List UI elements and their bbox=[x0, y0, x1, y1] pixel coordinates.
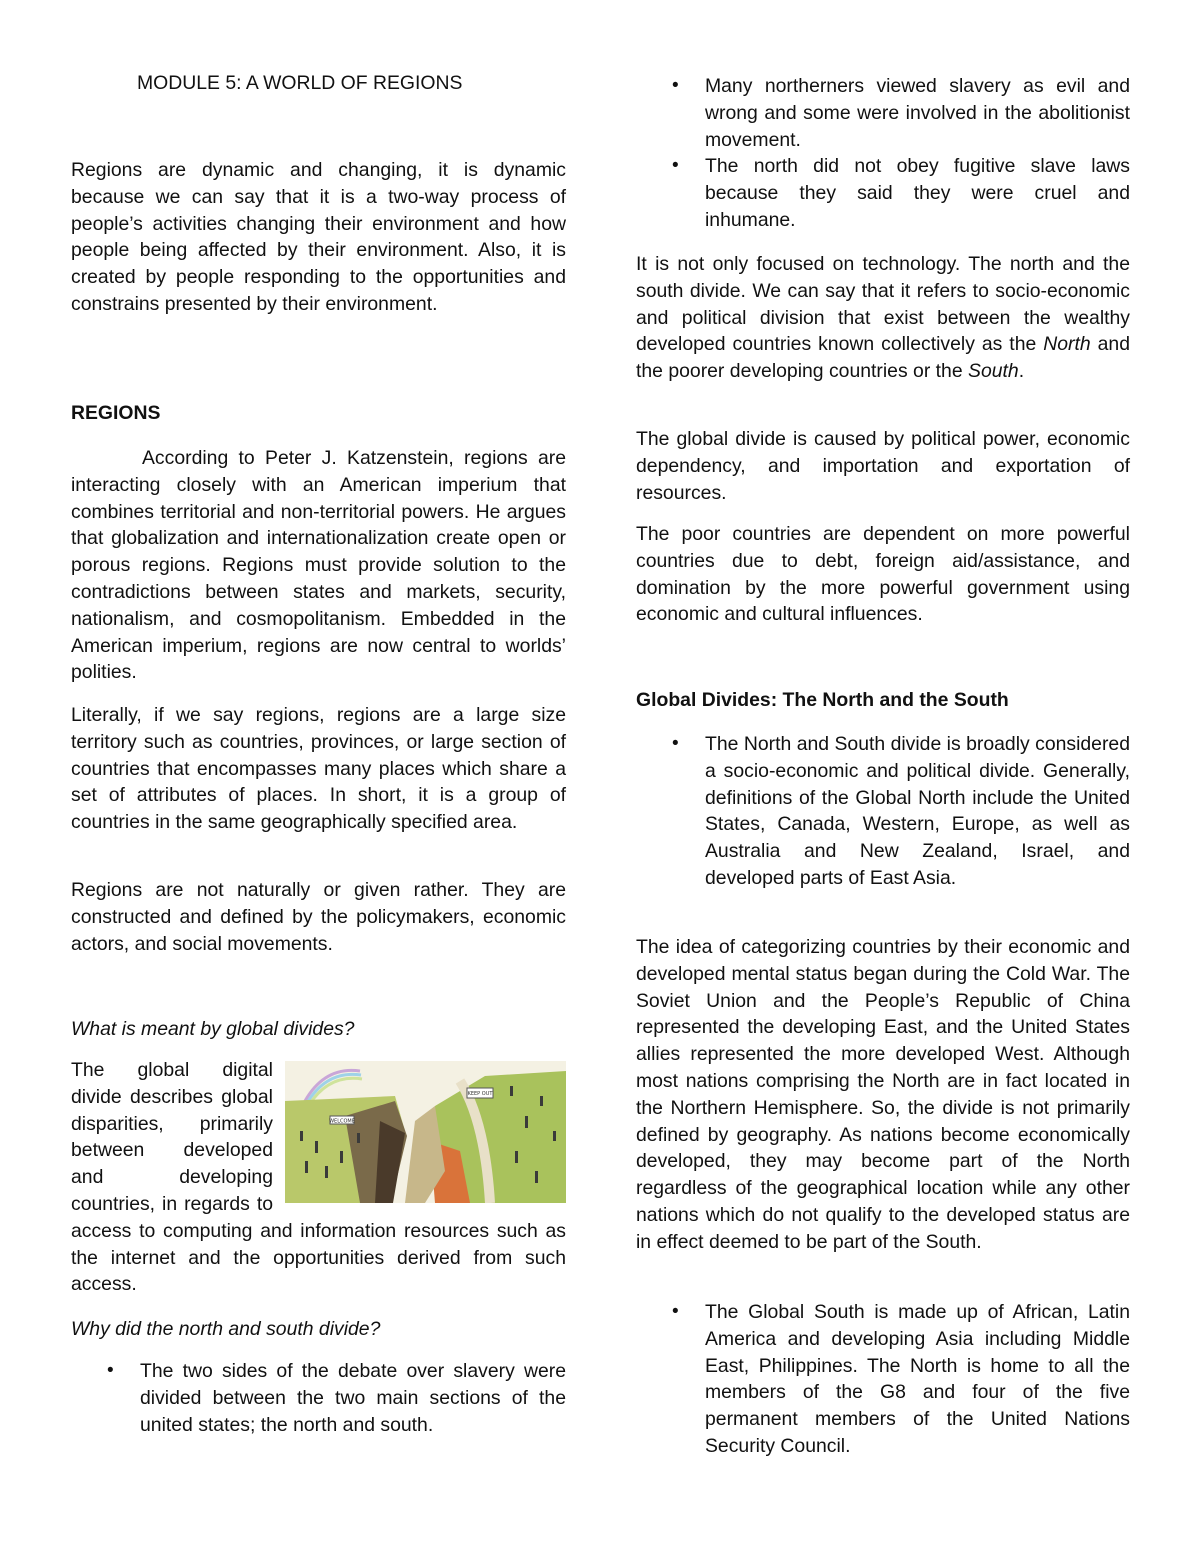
digital-divide-block bbox=[71, 1057, 566, 1298]
cold-war-paragraph: The idea of categorizing countries by their economic and developed mental status began during the Cold War. The Soviet Union and the People’s Republic of China represented the developing East, and the United States allies represented the more developed West. Although most nations comprising the North are in fact located in the Northern Hemisphere. So, the divide is not primarily defined by geography. As nations become economically developed, they may become part of the North regardless of the geographical location while any other nations which do not qualify to the developed status are in effect deemed to be part of the South. bbox=[636, 936, 1130, 1253]
regions-heading: REGIONS bbox=[71, 402, 161, 424]
digital-divide-paragraph: The global digital divide describes global disparities, primarily between developed and developing countries, in regards to access to computing and information resources such as the internet and the opportunities derived from such access. bbox=[71, 1059, 566, 1296]
question-global-divides: What is meant by global divides? bbox=[71, 1018, 355, 1040]
technology-text-a: It is not only focused on technology. The north and the south divide. We can say that it refers to socio-economic and political division that exist between the wealthy developed countries known collectively as the bbox=[636, 253, 1130, 356]
list-item: • The north did not obey fugitive slave laws because they said they were cruel and inhumane. bbox=[636, 153, 1130, 233]
technology-text-c: . bbox=[1018, 360, 1025, 383]
global-north-bullet-list bbox=[636, 731, 1130, 892]
katzenstein-paragraph: According to Peter J. Katzenstein, regions are interacting closely with an American imperium that combines territorial and non-territorial powers. He argues that globalization and internationalization create open or porous regions. Regions must provide solution to the contradictions between states and markets, security, nationalism, and cosmopolitanism. Embedded in the American imperium, regions are now central to worlds’ polities. bbox=[71, 447, 566, 684]
question-north-south: Why did the north and south divide? bbox=[71, 1318, 381, 1340]
constructed-paragraph: Regions are not naturally or given rather. They are constructed and defined by the policymakers, economic actors, and social movements. bbox=[71, 879, 566, 955]
poor-countries-paragraph: The poor countries are dependent on more powerful countries due to debt, foreign aid/assistance, and domination by the more powerful government using economic and cultural influences. bbox=[636, 523, 1130, 626]
intro-paragraph: Regions are dynamic and changing, it is dynamic because we can say that it is a two-way process of people’s activities changing their environment and how people being affected by their environment. Also, it is created by people responding to the opportunities and constrains presented by their environment. bbox=[71, 159, 566, 315]
keep-out-sign-text: KEEP OUT bbox=[467, 1091, 493, 1097]
global-divides-heading: Global Divides: The North and the South bbox=[636, 689, 1009, 711]
literally-paragraph: Literally, if we say regions, regions are a large size territory such as countries, provinces, or large section of countries that encompasses many places which share a set of attributes of places. In short, it is a group of countries in the same geographically specified area. bbox=[71, 704, 566, 834]
illustration-svg bbox=[285, 1061, 566, 1203]
south-term: South bbox=[968, 360, 1019, 383]
list-item: • The Global South is made up of African, Latin America and developing Asia including Middle East, Philippines. The North is home to all the members of the G8 and four of the five permanent members of the United Nations Security Council. bbox=[636, 1299, 1130, 1460]
north-term: North bbox=[1043, 333, 1091, 356]
northerners-bullet-list bbox=[636, 73, 1130, 234]
list-item: • The North and South divide is broadly considered a socio-economic and political divide. Generally, definitions of the Global North include the United States, Canada, Western, Europe, as well as Australia and New Zealand, Israel, and developed parts of East Asia. bbox=[636, 731, 1130, 892]
global-south-bullet-list bbox=[636, 1299, 1130, 1460]
list-item: • Many northerners viewed slavery as evil and wrong and some were involved in the abolitionist movement. bbox=[636, 73, 1130, 153]
technology-text-b: and the poorer developing countries or the bbox=[636, 333, 1130, 383]
welcome-sign-text: WELCOME bbox=[329, 1118, 355, 1125]
page-title: MODULE 5: A WORLD OF REGIONS bbox=[137, 72, 463, 94]
caused-by-paragraph: The global divide is caused by political power, economic dependency, and importation and exportation of resources. bbox=[636, 428, 1130, 504]
slavery-bullet-list bbox=[71, 1358, 566, 1438]
digital-divide-illustration bbox=[285, 1061, 566, 1203]
technology-paragraph bbox=[636, 251, 1130, 385]
list-item: • The two sides of the debate over slavery were divided between the two main sections of the united states; the north and south. bbox=[71, 1358, 566, 1438]
